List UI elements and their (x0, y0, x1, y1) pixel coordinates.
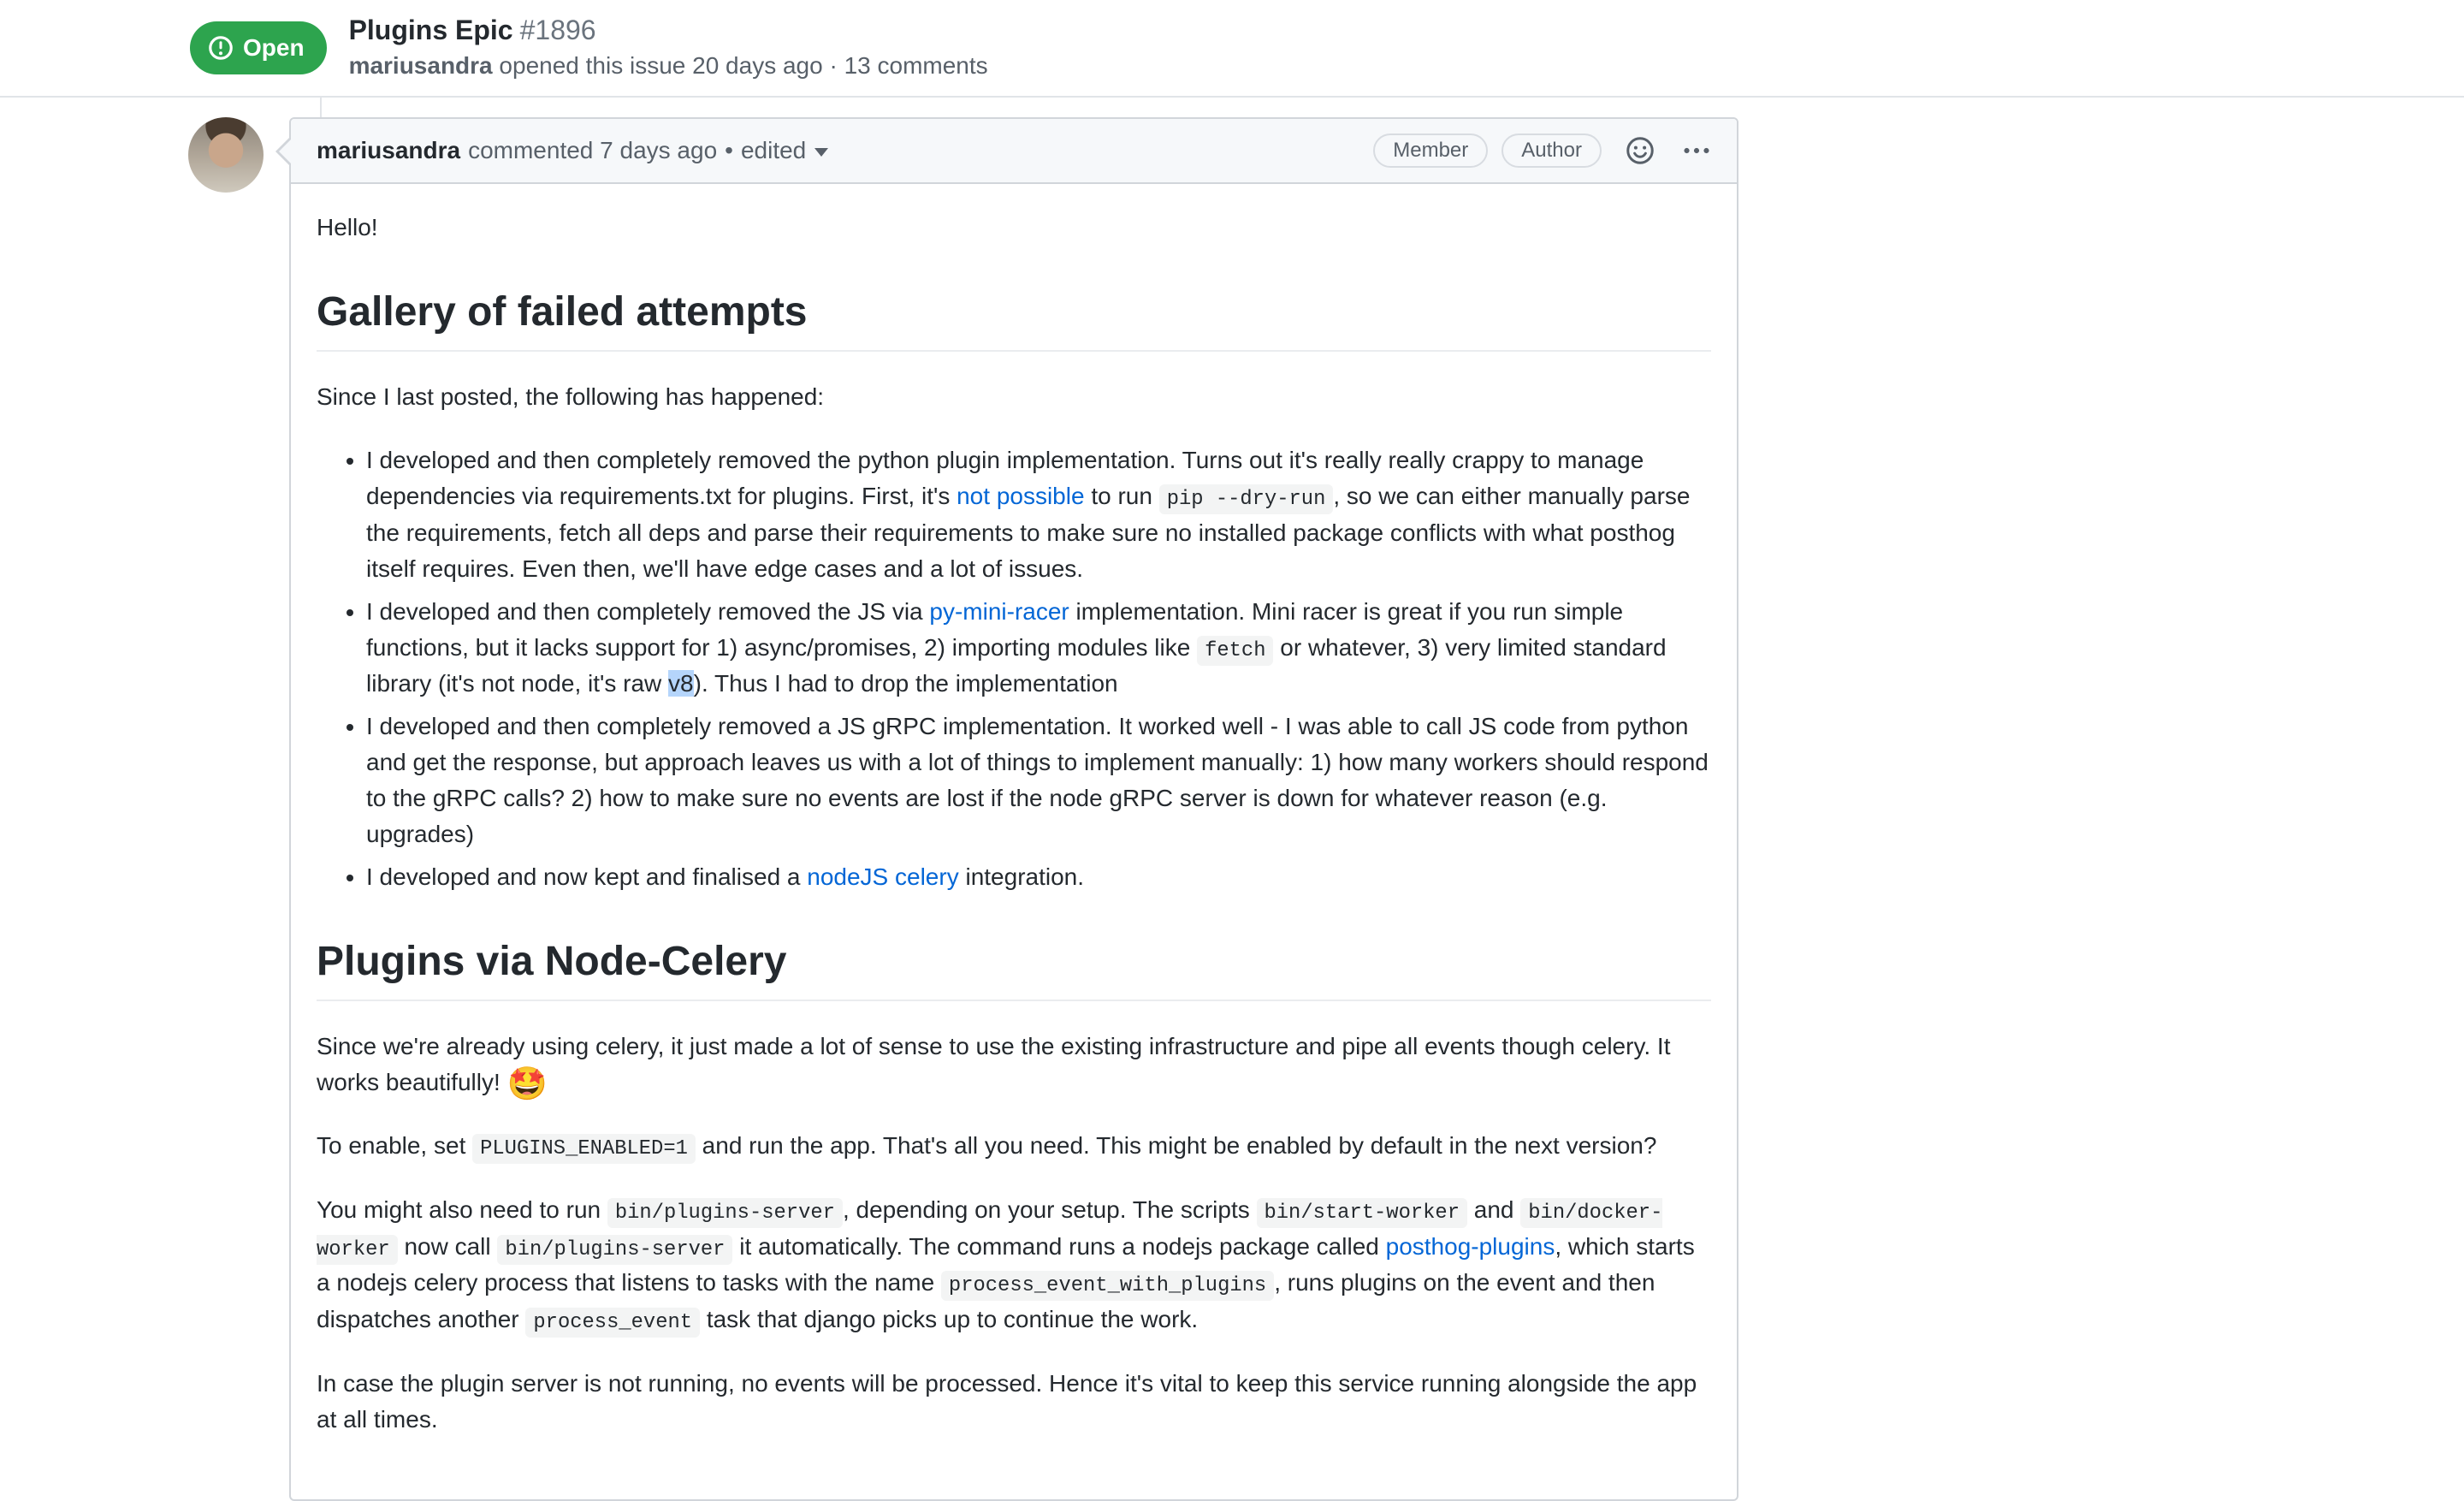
text-run: implementation. Mini racer is great if you run simple functions, but it lacks support for 1) async/promises, 2) importing modules like (366, 597, 1624, 661)
comment-paragraph (317, 1029, 1711, 1101)
inline-code: bin/plugins-server (607, 1198, 843, 1228)
comment-body (291, 184, 1737, 1499)
text-run: and (1467, 1196, 1521, 1224)
issue-state-badge (190, 21, 327, 74)
comment-paragraph (317, 1128, 1711, 1165)
text-run: Plugins via Node-Celery (317, 939, 787, 985)
text-run: Hello! (317, 214, 378, 240)
comment-paragraph (317, 1366, 1711, 1438)
inline-code: process_event_with_plugins (941, 1271, 1274, 1301)
comment-options-button[interactable] (1679, 133, 1715, 169)
text-run: and run the app. That's all you need. This might be enabled by default in the next version? (695, 1132, 1657, 1160)
smiley-icon (1626, 136, 1655, 165)
inline-code: pip --dry-run (1159, 484, 1334, 514)
edited-dropdown[interactable] (741, 137, 828, 164)
text-run: You might also need to run (317, 1196, 607, 1224)
kebab-horizontal-icon (1682, 136, 1711, 165)
text-run: , which starts a nodejs celery process that listens to tasks with the name (317, 1232, 1695, 1296)
section-heading (317, 287, 1711, 352)
text-run: I developed and then completely removed a JS gRPC implementation. It worked well - I was able to call JS code from python and get the response, but approach leaves us with a lot of things to implement manually: 1) how many workers should respond to the gRPC calls? 2) how to make sure no events are lost if the node gRPC server is down for whatever reason (e.g. upgrades) (366, 713, 1709, 848)
comment-paragraph (317, 1192, 1711, 1338)
section-heading (317, 936, 1711, 1001)
text-run: , so we can either manually parse the requirements, fetch all deps and parse their requirements to make sure no installed package conflicts with what posthog itself requires. Even then, we'll have edge cases and a lot of issues. (366, 483, 1691, 582)
inline-code: bin/plugins-server (497, 1235, 732, 1265)
text-run: Gallery of failed attempts (317, 289, 808, 335)
text-run: I developed and then completely removed the python plugin implementation. Turns out it's really really crappy to manage dependencies via requirements.txt for plugins. First, it's (366, 447, 1644, 509)
text-run: , depending on your setup. The scripts (842, 1196, 1257, 1224)
text-run: I developed and then completely removed the JS via (366, 597, 930, 625)
text-run: ). Thus I had to drop the implementation (693, 670, 1118, 697)
add-reaction-button[interactable] (1622, 133, 1658, 169)
inline-link[interactable]: nodeJS celery (807, 863, 959, 891)
emoji-star-struck: 🤩 (506, 1065, 548, 1103)
text-run: to run (1084, 483, 1159, 509)
text-run: In case the plugin server is not running, no events will be processed. Hence it's vital to keep this service running alongside the app at all times. (317, 1369, 1697, 1433)
triangle-down-icon (814, 148, 828, 157)
inline-link[interactable]: py-mini-racer (929, 597, 1069, 625)
text-run: or whatever, 3) very limited standard library (it's not node, it's raw (366, 633, 1667, 697)
text-run: Since I last posted, the following has happened: (317, 383, 825, 410)
text-run: I developed and now kept and finalised a (366, 863, 808, 891)
list-item (366, 859, 1711, 895)
comment-list (317, 442, 1711, 895)
edited-label: edited (740, 137, 807, 163)
issue-meta-text: opened this issue 20 days ago · 13 comments (499, 52, 988, 79)
inline-link[interactable]: not possible (957, 483, 1085, 509)
text-run: now call (397, 1232, 498, 1260)
comment-paragraph (317, 210, 1711, 246)
inline-code: bin/start-worker (1257, 1198, 1468, 1228)
list-item (366, 709, 1711, 852)
comment-header (291, 119, 1737, 184)
comment-paragraph (317, 379, 1711, 415)
member-badge: Member (1373, 133, 1488, 168)
comment-author-link[interactable]: mariusandra (317, 137, 461, 163)
issue-title: Plugins Epic (348, 15, 513, 45)
issue-author-link[interactable]: mariusandra (348, 52, 493, 79)
issue-opened-icon (207, 34, 234, 62)
inline-code: fetch (1197, 636, 1273, 666)
text-run: it automatically. The command runs a nodejs package called (732, 1232, 1386, 1260)
issue-timeline (0, 98, 2464, 1501)
text-run: To enable, set (317, 1132, 473, 1160)
author-badge: Author (1502, 133, 1602, 168)
state-label: Open (243, 34, 305, 61)
text-run: , runs plugins on the event and then dispatches another (317, 1269, 1656, 1333)
issue-title-line (349, 12, 988, 48)
comment-timestamp-link[interactable]: commented 7 days ago (468, 137, 718, 163)
list-item (366, 594, 1711, 703)
selected-text: v8 (668, 670, 694, 697)
comment (289, 117, 1738, 1501)
inline-code: process_event (525, 1308, 700, 1338)
text-run: task that django picks up to continue the work. (700, 1306, 1199, 1333)
list-item (366, 442, 1711, 587)
avatar[interactable] (188, 117, 264, 193)
issue-sticky-header (0, 0, 2464, 98)
text-run: integration. (958, 863, 1085, 891)
separator-dot: • (725, 137, 733, 163)
issue-meta (349, 48, 988, 84)
issue-number: #1896 (519, 15, 596, 45)
inline-code: PLUGINS_ENABLED=1 (472, 1134, 696, 1164)
text-run: Since we're already using celery, it just made a lot of sense to use the existing infrastructure and pipe all events though celery. It works beautifully! (317, 1033, 1671, 1096)
inline-code: bin/docker-worker (317, 1198, 1662, 1265)
inline-link[interactable]: posthog-plugins (1385, 1232, 1555, 1260)
